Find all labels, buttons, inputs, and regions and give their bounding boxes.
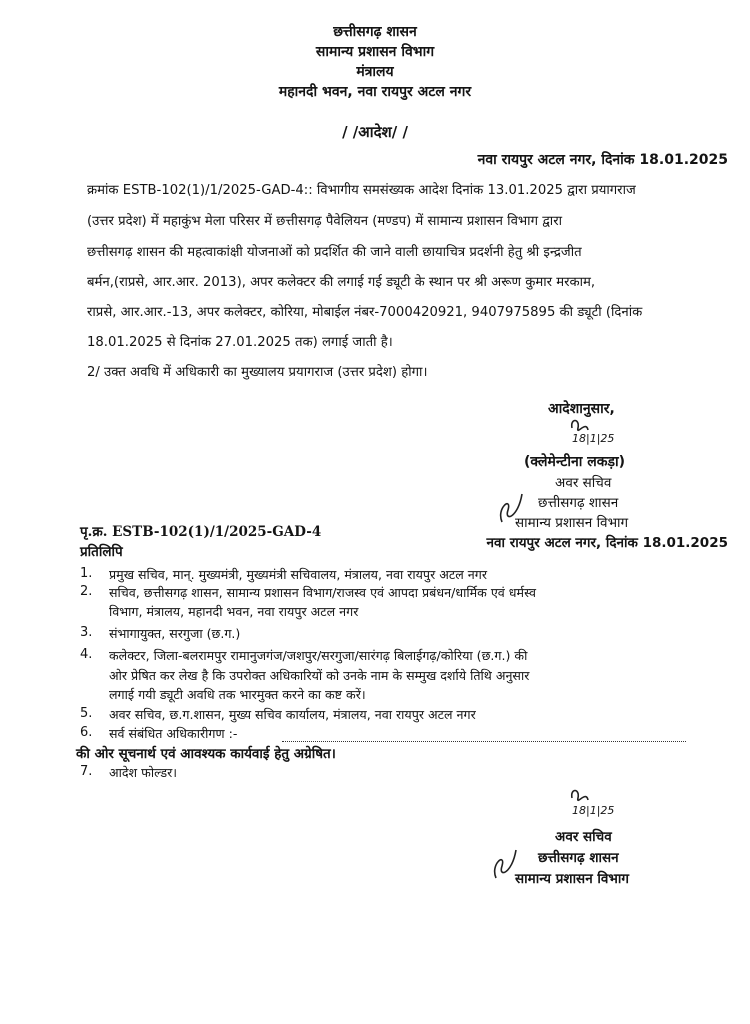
- signatory-designation-2: अवर सचिव: [555, 829, 612, 845]
- header-ministry: मंत्रालय: [356, 64, 394, 80]
- list-item-continued: विभाग, मंत्रालय, महानदी भवन, नवा रायपुर अटल नगर: [109, 604, 359, 619]
- signatory-govt: छत्तीसगढ़ शासन: [538, 495, 619, 511]
- signatory-name: (क्लेमेन्टीना लकड़ा): [524, 454, 625, 470]
- list-item-number: 6.: [80, 725, 93, 740]
- endorsement-date: नवा रायपुर अटल नगर, दिनांक 18.01.2025: [486, 535, 728, 551]
- signatory-dept-2: सामान्य प्रशासन विभाग: [515, 871, 629, 887]
- list-item-number: 2.: [80, 584, 93, 599]
- body-para-2: 2/ उक्त अवधि में अधिकारी का मुख्यालय प्रयागराज (उत्तर प्रदेश) होगा।: [87, 365, 428, 380]
- order-date: नवा रायपुर अटल नगर, दिनांक 18.01.2025: [477, 152, 728, 168]
- list-item-continued: लगाई गयी ड्यूटी अवधि तक भारमुक्त करने का कष्ट करें।: [109, 687, 366, 702]
- header-department: सामान्य प्रशासन विभाग: [315, 44, 435, 60]
- copy-label: प्रतिलिपि: [80, 544, 123, 560]
- list-item: अवर सचिव, छ.ग.शासन, मुख्य सचिव कार्यालय, मंत्रालय, नवा रायपुर अटल नगर: [109, 707, 476, 722]
- order-title: / /आदेश/ /: [342, 123, 408, 141]
- body-line: राप्रसे, आर.आर.-13, अपर कलेक्टर, कोरिया, मोबाईल नंबर-7000420921, 9407975895 की ड्यूटी (दिनांक: [87, 305, 643, 320]
- list-item: सचिव, छत्तीसगढ़ शासन, सामान्य प्रशासन विभाग/राजस्व एवं आपदा प्रबंधन/धार्मिक एवं धर्मस्व: [109, 585, 536, 600]
- body-line: बर्मन,(राप्रसे, आर.आर. 2013), अपर कलेक्टर की लगाई गई ड्यूटी के स्थान पर श्री अरूण कुमार मरकाम,: [87, 275, 596, 290]
- signatory-govt-2: छत्तीसगढ़ शासन: [538, 850, 619, 866]
- list-item-number: 3.: [80, 625, 93, 640]
- list-item: कलेक्टर, जिला-बलरामपुर रामानुजगंज/जशपुर/सरगुजा/सारंगढ़ बिलाईगढ़/कोरिया (छ.ग.) की: [109, 648, 528, 663]
- signatory-designation: अवर सचिव: [555, 475, 612, 491]
- list-item: सर्व संबंधित अधिकारीगण :-: [109, 726, 238, 741]
- body-line: क्रमांक ESTB-102(1)/1/2025-GAD-4:: विभागीय समसंख्यक आदेश दिनांक 13.01.2025 द्वारा प्रयागराज: [87, 183, 636, 198]
- list-item: आदेश फोल्डर।: [109, 765, 178, 780]
- list-item-number: 1.: [80, 566, 93, 581]
- signatory-dept: सामान्य प्रशासन विभाग: [515, 515, 629, 531]
- forwarded-note: की ओर सूचनार्थ एवं आवश्यक कार्यवाई हेतु अग्रेषित।: [76, 746, 336, 762]
- list-item-number: 5.: [80, 706, 93, 721]
- list-item: प्रमुख सचिव, मान्. मुख्यमंत्री, मुख्यमंत्री सचिवालय, मंत्रालय, नवा रायपुर अटल नगर: [109, 567, 487, 582]
- list-item-number: 4.: [80, 647, 93, 662]
- endorsement-number: पृ.क्र. ESTB-102(1)/1/2025-GAD-4: [80, 524, 322, 540]
- signature-date-2: 18|1|25: [572, 804, 615, 817]
- list-item-continued: ओर प्रेषित कर लेख है कि उपरोक्त अधिकारियों को उनके नाम के सम्मुख दर्शाये तिथि अनुसार: [109, 668, 530, 683]
- signature-date-1: 18|1|25: [572, 432, 615, 445]
- as-ordered: आदेशानुसार,: [548, 401, 615, 417]
- body-line: 18.01.2025 से दिनांक 27.01.2025 तक) लगाई जाती है।: [87, 335, 393, 350]
- list-item: संभागायुक्त, सरगुजा (छ.ग.): [109, 626, 241, 641]
- body-line: छत्तीसगढ़ शासन की महत्वाकांक्षी योजनाओं को प्रदर्शित की जाने वाली छायाचित्र प्रदर्शनी हेतु श्री इन्द्रजीत: [87, 245, 582, 260]
- fill-in-dotted-line: [282, 741, 686, 742]
- header-government: छत्तीसगढ़ शासन: [333, 24, 417, 40]
- header-address: महानदी भवन, नवा रायपुर अटल नगर: [278, 84, 472, 100]
- list-item-number: 7.: [80, 764, 93, 779]
- body-line: (उत्तर प्रदेश) में महाकुंभ मेला परिसर में छत्तीसगढ़ पैवेलियन (मण्डप) में सामान्य प्रशासन विभाग द्वारा: [87, 214, 563, 229]
